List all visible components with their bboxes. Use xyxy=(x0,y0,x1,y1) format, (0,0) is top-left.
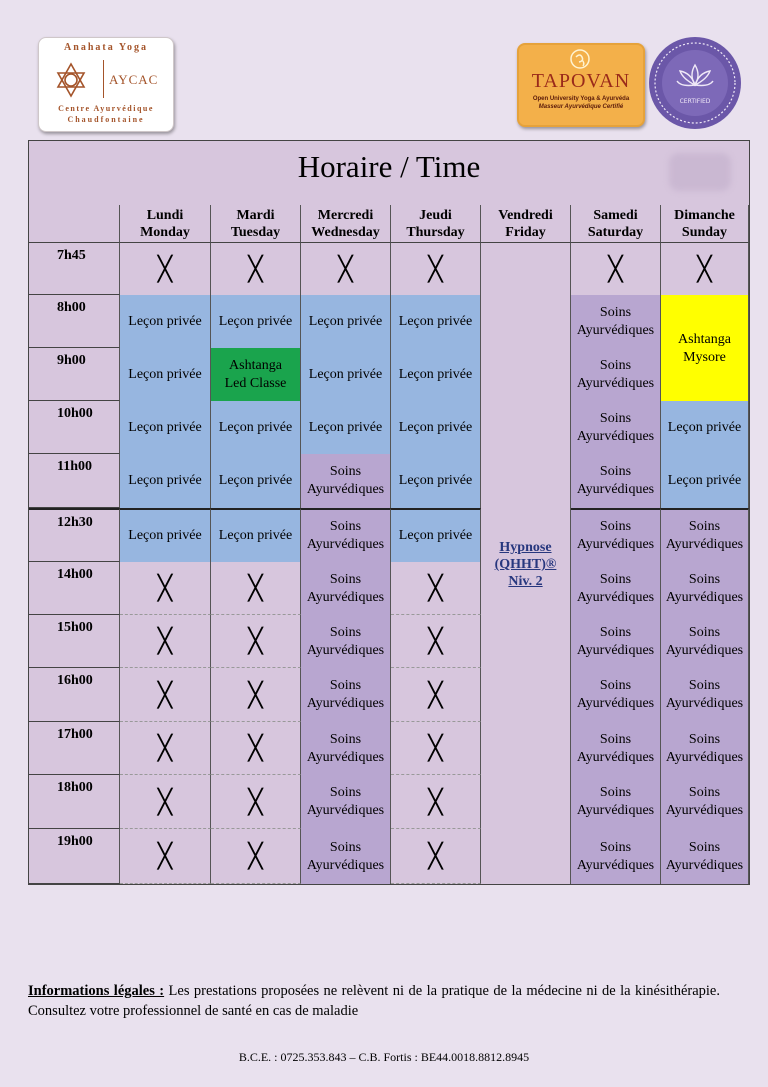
friday-hypnosis xyxy=(481,243,571,884)
care-label xyxy=(307,463,384,499)
lesson-private xyxy=(301,348,391,401)
empty-slot xyxy=(211,562,301,615)
care-line2: Ayurvédiques xyxy=(576,642,655,658)
cross-icon: ╳ xyxy=(157,734,173,762)
lesson-private xyxy=(211,295,301,348)
legal-label: Informations légales : xyxy=(28,983,165,999)
care-line2: Ayurvédiques xyxy=(576,537,655,552)
day-name-fr: Vendredi xyxy=(498,207,553,223)
empty-slot xyxy=(391,722,481,775)
care-label xyxy=(307,624,384,660)
lesson-private xyxy=(211,401,301,454)
care-line2: Ayurvédiques xyxy=(576,482,655,497)
lesson-label: Leçon privée xyxy=(218,313,293,329)
lesson-label: Leçon privée xyxy=(128,473,202,488)
care-label xyxy=(666,731,743,767)
tapovan-line1: Open University Yoga & Ayurvéda xyxy=(532,96,630,102)
empty-slot xyxy=(661,243,749,295)
ayurvedic-care xyxy=(661,829,749,884)
lesson-private xyxy=(391,348,481,401)
lesson-private xyxy=(120,508,211,562)
ayurvedic-care xyxy=(571,562,661,615)
cross-icon: ╳ xyxy=(248,842,263,870)
care-line1: Soins xyxy=(688,571,721,587)
time-label: 11h00 xyxy=(57,459,93,474)
care-line1: Soins xyxy=(599,624,632,640)
time-slot xyxy=(29,295,120,348)
lesson-label: Leçon privée xyxy=(308,419,383,435)
time-slot xyxy=(29,829,120,884)
care-label xyxy=(307,571,384,607)
care-label xyxy=(577,304,654,340)
time-label: 7h45 xyxy=(57,248,86,263)
lesson-label: Leçon privée xyxy=(128,366,202,382)
day-label xyxy=(406,207,464,241)
legal-text: Les prestations proposées ne relèvent ni de la pratique de la médecine ni de la kinésithérapie. Consultez votre professionnel de santé en cas de maladie xyxy=(28,983,720,1019)
empty-slot xyxy=(120,775,211,829)
time-slot xyxy=(29,508,120,562)
lesson-private xyxy=(120,295,211,348)
cross-icon: ╳ xyxy=(428,680,443,709)
cross-icon: ╳ xyxy=(338,255,353,283)
care-line2: Ayurvédiques xyxy=(576,428,655,444)
care-line2: Ayurvédiques xyxy=(576,803,655,818)
cross-icon: ╳ xyxy=(248,574,263,602)
day-label xyxy=(311,207,379,241)
ayurvedic-care xyxy=(661,508,749,562)
empty-slot xyxy=(391,829,481,884)
lesson-label: Leçon privée xyxy=(218,419,293,435)
tapovan-line2: Masseur Ayurvédique Certifié xyxy=(538,104,624,110)
care-line2: Ayurvédiques xyxy=(576,589,655,605)
time-label: 18h00 xyxy=(57,780,93,795)
ayurvedic-care xyxy=(301,615,391,668)
hypnosis-link[interactable] xyxy=(495,539,557,590)
lesson-private xyxy=(120,401,211,454)
care-label xyxy=(307,677,384,713)
time-label: 12h30 xyxy=(57,515,93,530)
lesson-label: Leçon privée xyxy=(128,528,202,543)
time-label: 17h00 xyxy=(57,727,93,742)
day-header-monday xyxy=(120,205,211,243)
lesson-label: Leçon privée xyxy=(398,419,473,435)
care-line1: Soins xyxy=(599,410,632,426)
care-line1: Soins xyxy=(688,731,721,747)
ayurvedic-care xyxy=(301,775,391,829)
care-label xyxy=(666,677,743,713)
lesson-private xyxy=(391,454,481,508)
day-name-en: Monday xyxy=(140,224,190,240)
empty-slot xyxy=(120,668,211,722)
cross-icon: ╳ xyxy=(248,627,263,655)
care-label xyxy=(577,839,654,875)
care-line2: Ayurvédiques xyxy=(306,696,385,711)
lesson-label: Leçon privée xyxy=(667,473,742,488)
cross-icon: ╳ xyxy=(248,255,263,283)
time-slot xyxy=(29,562,120,615)
lesson-label: Leçon privée xyxy=(218,528,293,543)
logo-divider xyxy=(103,60,104,98)
logo-acronym: AYCAC xyxy=(109,72,159,87)
care-line1: Soins xyxy=(329,624,362,640)
ayurvedic-care xyxy=(571,508,661,562)
cross-icon: ╳ xyxy=(697,255,712,283)
lesson-private xyxy=(211,454,301,508)
day-label xyxy=(140,207,190,241)
ayurvedic-care xyxy=(301,562,391,615)
cross-icon: ╳ xyxy=(248,680,263,709)
day-label xyxy=(498,207,552,241)
time-slot xyxy=(29,775,120,829)
day-name-en: Tuesday xyxy=(230,224,281,240)
care-line2: Ayurvédiques xyxy=(576,857,655,873)
anahata-yoga-logo xyxy=(38,37,174,132)
lesson-label: Leçon privée xyxy=(398,313,473,329)
empty-slot xyxy=(120,722,211,775)
day-name-fr: Lundi xyxy=(146,207,184,223)
logo-subtitle-1: Centre Ayurvédique xyxy=(58,104,154,113)
cross-icon: ╳ xyxy=(157,787,173,816)
empty-slot xyxy=(391,668,481,722)
care-line2: Ayurvédiques xyxy=(665,749,744,765)
ashtanga-led-class xyxy=(211,348,301,401)
care-line1: Soins xyxy=(688,785,721,800)
empty-slot xyxy=(120,829,211,884)
ayurvedic-care xyxy=(571,775,661,829)
day-name-fr: Jeudi xyxy=(419,207,452,223)
empty-slot xyxy=(120,615,211,668)
ayurvedic-care xyxy=(661,722,749,775)
cross-icon: ╳ xyxy=(428,574,443,602)
care-line2: Ayurvédiques xyxy=(306,482,385,497)
care-line1: Soins xyxy=(599,678,632,693)
care-line1: Soins xyxy=(329,464,362,479)
empty-slot xyxy=(211,775,301,829)
ayurvedic-care xyxy=(301,508,391,562)
empty-slot xyxy=(211,829,301,884)
certified-seal xyxy=(647,35,743,131)
care-label xyxy=(577,410,654,446)
corner-header xyxy=(29,205,120,243)
day-name-fr: Samedi xyxy=(593,207,638,223)
care-line2: Ayurvédiques xyxy=(306,857,385,873)
empty-slot xyxy=(301,243,391,295)
care-label xyxy=(307,839,384,875)
care-line1: Soins xyxy=(599,839,632,855)
day-label xyxy=(231,207,280,241)
ayurvedic-care xyxy=(301,454,391,508)
ayurvedic-care xyxy=(661,615,749,668)
blurred-mark xyxy=(669,153,731,191)
ayurvedic-care xyxy=(301,722,391,775)
care-line1: Soins xyxy=(599,731,632,747)
cross-icon: ╳ xyxy=(157,680,173,709)
care-line2: Ayurvédiques xyxy=(306,537,385,552)
care-line2: Ayurvédiques xyxy=(306,642,385,658)
lesson-private xyxy=(120,348,211,401)
care-line2: Ayurvédiques xyxy=(665,803,744,818)
day-name-en: Wednesday xyxy=(311,224,380,240)
empty-slot xyxy=(391,562,481,615)
lesson-private xyxy=(211,508,301,562)
empty-slot xyxy=(211,243,301,295)
lesson-label: Leçon privée xyxy=(398,528,473,543)
cross-icon: ╳ xyxy=(428,842,443,870)
ashtanga-line1: Ashtanga xyxy=(229,357,282,373)
ayurvedic-care xyxy=(571,454,661,508)
logo-top-text: Anahata Yoga xyxy=(64,42,148,53)
cross-icon: ╳ xyxy=(608,255,623,283)
ayurvedic-care xyxy=(571,668,661,722)
care-label xyxy=(666,624,743,660)
lesson-label: Leçon privée xyxy=(308,313,383,329)
lesson-private xyxy=(301,401,391,454)
empty-slot xyxy=(391,615,481,668)
time-slot xyxy=(29,668,120,722)
time-slot xyxy=(29,615,120,668)
day-header-friday xyxy=(481,205,571,243)
schedule-title: Horaire / Time xyxy=(297,149,481,184)
hypnosis-line2: (QHHT)® xyxy=(494,557,557,572)
care-label xyxy=(307,731,384,767)
care-line2: Ayurvédiques xyxy=(665,537,744,552)
care-line1: Soins xyxy=(599,571,632,587)
empty-slot xyxy=(571,243,661,295)
care-label xyxy=(666,518,743,554)
time-slot xyxy=(29,243,120,295)
care-line1: Soins xyxy=(599,519,632,534)
cross-icon: ╳ xyxy=(428,787,443,816)
time-slot xyxy=(29,401,120,454)
ayurvedic-care xyxy=(571,348,661,401)
time-label: 19h00 xyxy=(57,834,93,849)
ayurvedic-care xyxy=(571,615,661,668)
tapovan-logo xyxy=(517,43,645,127)
lesson-label: Leçon privée xyxy=(218,473,293,488)
empty-slot xyxy=(391,243,481,295)
ayurvedic-care xyxy=(571,829,661,884)
care-line2: Ayurvédiques xyxy=(576,375,655,391)
care-line2: Ayurvédiques xyxy=(665,589,744,605)
day-header-sunday xyxy=(661,205,749,243)
empty-slot xyxy=(211,615,301,668)
time-label: 16h00 xyxy=(57,673,93,688)
hypnosis-line1: Hypnose xyxy=(499,540,552,555)
mysore-line1: Ashtanga xyxy=(678,332,731,347)
day-name-en: Saturday xyxy=(587,224,644,240)
time-label: 9h00 xyxy=(57,353,86,368)
ashtanga-mysore-label xyxy=(678,331,731,367)
time-slot xyxy=(29,348,120,401)
care-line1: Soins xyxy=(329,839,362,855)
care-label xyxy=(666,839,743,875)
lesson-private xyxy=(391,401,481,454)
day-header-thursday xyxy=(391,205,481,243)
lesson-private xyxy=(120,454,211,508)
ayurvedic-care xyxy=(301,668,391,722)
empty-slot xyxy=(120,562,211,615)
cross-icon: ╳ xyxy=(157,574,173,602)
cross-icon: ╳ xyxy=(157,627,173,655)
time-slot xyxy=(29,722,120,775)
ayurvedic-care xyxy=(301,829,391,884)
day-name-fr: Mercredi xyxy=(317,207,374,223)
care-line1: Soins xyxy=(599,464,632,479)
ayurvedic-care xyxy=(661,668,749,722)
day-name-fr: Dimanche xyxy=(674,207,735,223)
lesson-private xyxy=(661,401,749,454)
care-line1: Soins xyxy=(329,785,362,800)
schedule-table xyxy=(28,140,750,885)
care-label xyxy=(577,463,654,499)
day-header-saturday xyxy=(571,205,661,243)
care-line2: Ayurvédiques xyxy=(306,803,385,818)
time-label: 15h00 xyxy=(57,620,93,635)
care-label xyxy=(577,784,654,820)
day-name-fr: Mardi xyxy=(236,207,275,223)
ayurvedic-care xyxy=(571,295,661,348)
ashtanga-led-label xyxy=(225,357,287,393)
lesson-private xyxy=(391,508,481,562)
care-line2: Ayurvédiques xyxy=(306,589,385,605)
lesson-label: Leçon privée xyxy=(128,419,202,435)
hypnosis-line3: Niv. 2 xyxy=(508,574,543,589)
lesson-label: Leçon privée xyxy=(128,313,202,329)
lesson-private xyxy=(301,295,391,348)
care-line1: Soins xyxy=(329,731,362,747)
om-icon xyxy=(569,48,591,70)
mandala-icon xyxy=(51,60,91,100)
empty-slot xyxy=(211,722,301,775)
cross-icon: ╳ xyxy=(428,627,443,655)
time-label: 14h00 xyxy=(57,567,93,582)
care-line1: Soins xyxy=(329,571,362,587)
care-line2: Ayurvédiques xyxy=(665,642,744,658)
cross-icon: ╳ xyxy=(248,734,263,762)
care-line1: Soins xyxy=(688,678,721,693)
care-line1: Soins xyxy=(688,839,721,855)
day-label xyxy=(674,207,735,241)
lesson-label: Leçon privée xyxy=(667,419,742,435)
ayurvedic-care xyxy=(661,775,749,829)
day-name-en: Sunday xyxy=(681,224,728,240)
care-line1: Soins xyxy=(599,304,632,320)
care-line2: Ayurvédiques xyxy=(576,322,655,338)
ayurvedic-care xyxy=(661,562,749,615)
care-line1: Soins xyxy=(329,678,362,693)
lesson-label: Leçon privée xyxy=(398,366,473,382)
time-label: 8h00 xyxy=(57,300,86,315)
day-header-wednesday xyxy=(301,205,391,243)
care-label xyxy=(307,518,384,554)
footer-bank-info: B.C.E. : 0725.353.843 – C.B. Fortis : BE44.0018.8812.8945 xyxy=(238,1050,530,1064)
day-name-en: Friday xyxy=(505,224,546,240)
schedule-title-cell xyxy=(29,141,749,206)
day-name-en: Thursday xyxy=(406,224,465,240)
cross-icon: ╳ xyxy=(248,787,263,816)
care-label xyxy=(577,571,654,607)
lesson-private xyxy=(661,454,749,508)
ayurvedic-care xyxy=(571,401,661,454)
care-line1: Soins xyxy=(688,624,721,640)
care-line2: Ayurvédiques xyxy=(306,749,385,765)
ashtanga-mysore xyxy=(661,295,749,401)
empty-slot xyxy=(391,775,481,829)
care-label xyxy=(577,731,654,767)
empty-slot xyxy=(120,243,211,295)
cross-icon: ╳ xyxy=(157,842,173,870)
care-label xyxy=(577,518,654,554)
care-line1: Soins xyxy=(599,357,632,373)
care-line1: Soins xyxy=(599,785,632,800)
care-line1: Soins xyxy=(688,519,721,534)
logo-subtitle-2: Chaudfontaine xyxy=(67,115,145,124)
care-label xyxy=(666,571,743,607)
care-line2: Ayurvédiques xyxy=(576,696,655,711)
care-line1: Soins xyxy=(329,519,362,534)
day-header-tuesday xyxy=(211,205,301,243)
care-label xyxy=(577,624,654,660)
cross-icon: ╳ xyxy=(157,255,173,283)
certified-text: CERTIFIED xyxy=(679,98,711,105)
ayurvedic-care xyxy=(571,722,661,775)
cross-icon: ╳ xyxy=(428,255,443,283)
tapovan-name: TAPOVAN xyxy=(531,70,631,92)
legal-info xyxy=(28,981,720,1021)
ashtanga-line2: Led Classe xyxy=(224,375,287,391)
time-slot xyxy=(29,454,120,508)
cross-icon: ╳ xyxy=(428,734,443,762)
care-line2: Ayurvédiques xyxy=(576,749,655,765)
care-label xyxy=(307,784,384,820)
time-label: 10h00 xyxy=(57,406,93,421)
empty-slot xyxy=(211,668,301,722)
care-label xyxy=(577,357,654,393)
care-line2: Ayurvédiques xyxy=(665,857,744,873)
lesson-label: Leçon privée xyxy=(398,473,473,488)
mysore-line2: Mysore xyxy=(683,350,726,365)
care-label xyxy=(666,784,743,820)
day-label xyxy=(588,207,643,241)
care-line2: Ayurvédiques xyxy=(665,696,744,711)
care-label xyxy=(577,677,654,713)
lesson-label: Leçon privée xyxy=(308,366,383,382)
lesson-private xyxy=(391,295,481,348)
